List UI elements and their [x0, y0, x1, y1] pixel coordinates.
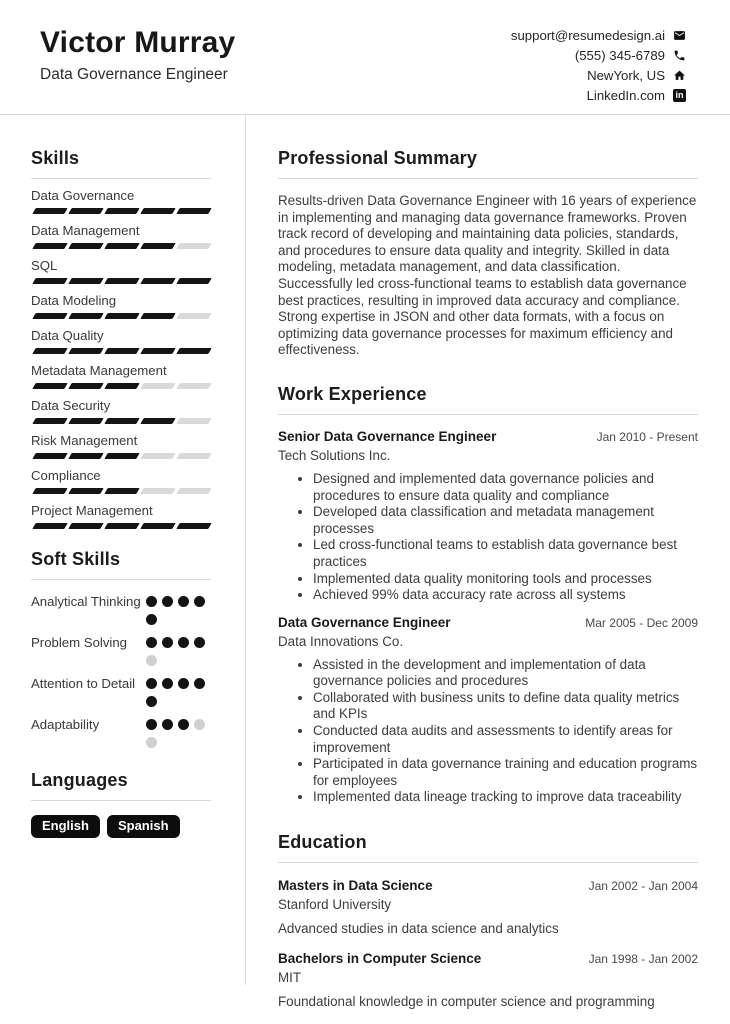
education-description: Advanced studies in data science and analytics [278, 921, 559, 937]
section-rule [278, 414, 698, 415]
soft-skill-dots [146, 592, 211, 625]
skill-bar-segment [104, 278, 139, 284]
job-bullets [278, 471, 698, 604]
skill-bar-segment [140, 313, 175, 319]
skill-bar-segment [140, 418, 175, 424]
rating-dot [146, 678, 157, 689]
education-section [278, 832, 698, 1009]
skill-bar-segment [104, 418, 139, 424]
person-name: Victor Murray [40, 26, 236, 59]
rating-dot [194, 637, 205, 648]
education-heading: Education [278, 832, 367, 853]
skill-bar-segment [68, 243, 103, 249]
skill-bar-segment [32, 523, 67, 529]
rating-dot [194, 678, 205, 689]
job-bullet: • Designed and implemented data governance policies and procedures to ensure data quality and compliance [313, 471, 698, 504]
education-title-row [278, 950, 698, 967]
summary-heading: Professional Summary [278, 148, 478, 168]
skill-level-bar [31, 523, 211, 529]
education-entry [278, 950, 698, 1009]
skill-label: Risk Management [31, 433, 138, 448]
rating-dot [162, 596, 173, 607]
home-icon [673, 69, 686, 82]
skill-item [31, 223, 211, 249]
skill-bar-segment [104, 453, 139, 459]
skill-bar-segment [104, 243, 139, 249]
skill-level-bar [31, 313, 211, 319]
skill-item [31, 398, 211, 424]
skill-bar-segment [104, 488, 139, 494]
skill-bar-segment [140, 453, 175, 459]
soft-skills-section [31, 549, 211, 748]
job-title: Senior Data Governance Engineer [278, 428, 497, 444]
summary-text: Results-driven Data Governance Engineer with 16 years of experience in implementing and managing data governance frameworks. Proven track record of developing and maintaining data policies, standards, and procedures to ensure data quality and integrity. Skilled in data modeling, metadata management, and data classification. Successfully led cross-functional teams to establish data governance best practices, resulting in improved data accuracy and compliance. Strong expertise in JSON and other data formats, with a focus on optimizing data governance processes for maximum efficiency and effectiveness. [278, 193, 697, 358]
job-bullet: • Led cross-functional teams to establish data governance best practices [313, 537, 698, 570]
skill-bar-segment [140, 243, 175, 249]
skill-bar-segment [68, 488, 103, 494]
skill-bar-segment [140, 523, 175, 529]
skill-bar-segment [176, 488, 211, 494]
skill-bar-segment [32, 383, 67, 389]
rating-dot [146, 596, 157, 607]
education-list [278, 877, 698, 1009]
skill-bar-segment [176, 418, 211, 424]
skill-level-bar [31, 488, 211, 494]
rating-dot [178, 596, 189, 607]
contact-row [511, 25, 686, 45]
soft-skill-label: Adaptability [31, 717, 100, 732]
soft-skill-dots [146, 633, 211, 666]
job-entry [278, 614, 698, 806]
education-description: Foundational knowledge in computer science and programming [278, 994, 655, 1010]
skill-level-bar [31, 348, 211, 354]
job-company: Tech Solutions Inc. [278, 447, 391, 463]
jobs-list [278, 428, 698, 806]
job-bullets [278, 657, 698, 806]
contact-block [511, 0, 730, 114]
skill-item [31, 258, 211, 284]
education-school: MIT [278, 970, 302, 986]
education-degree: Masters in Data Science [278, 878, 433, 894]
job-bullet: • Collaborated with business units to define data quality metrics and KPIs [313, 690, 698, 723]
skills-section [31, 148, 211, 529]
job-entry [278, 428, 698, 604]
skill-bar-segment [176, 208, 211, 214]
languages-section [31, 770, 211, 838]
skill-level-bar [31, 418, 211, 424]
skill-label: Compliance [31, 468, 101, 483]
skill-bar-segment [68, 348, 103, 354]
skill-label: Data Governance [31, 188, 135, 203]
education-school: Stanford University [278, 897, 392, 913]
skills-list [31, 188, 211, 529]
job-bullet: • Developed data classification and metadata management processes [313, 504, 698, 537]
work-section [278, 384, 698, 806]
contact-text: LinkedIn.com [586, 87, 665, 103]
skill-bar-segment [32, 278, 67, 284]
job-bullet: • Implemented data quality monitoring tools and processes [313, 571, 698, 588]
soft-skill-dots [146, 674, 211, 707]
languages-heading: Languages [31, 770, 128, 790]
soft-skill-dots [146, 715, 211, 748]
skill-bar-segment [32, 348, 67, 354]
skill-bar-segment [176, 523, 211, 529]
skill-item [31, 293, 211, 319]
skill-bar-segment [140, 488, 175, 494]
skill-item [31, 468, 211, 494]
email-icon [673, 29, 686, 42]
rating-dot [146, 637, 157, 648]
education-dates: Jan 2002 - Jan 2004 [588, 879, 698, 894]
rating-dot [162, 678, 173, 689]
contact-row [511, 45, 686, 65]
job-bullet: • Conducted data audits and assessments to identify areas for improvement [313, 723, 698, 756]
rating-dot [146, 655, 157, 666]
skill-bar-segment [176, 278, 211, 284]
section-rule [31, 800, 211, 801]
rating-dot [146, 719, 157, 730]
section-rule [31, 579, 211, 580]
job-bullet: • Assisted in the development and implementation of data governance policies and procedures [313, 657, 698, 690]
job-bullet: • Implemented data lineage tracking to improve data traceability [313, 789, 698, 806]
person-job-title: Data Governance Engineer [40, 65, 228, 83]
skill-bar-segment [140, 278, 175, 284]
job-dates: Mar 2005 - Dec 2009 [585, 615, 698, 630]
contact-text: NewYork, US [587, 67, 665, 83]
skills-heading: Skills [31, 148, 80, 168]
education-title-row [278, 877, 698, 894]
skill-bar-segment [68, 383, 103, 389]
job-title: Data Governance Engineer [278, 614, 451, 630]
skill-level-bar [31, 383, 211, 389]
skill-bar-segment [176, 453, 211, 459]
main-column [246, 115, 730, 1010]
skill-bar-segment [68, 523, 103, 529]
content-columns [0, 115, 730, 1010]
rating-dot [194, 719, 205, 730]
skill-bar-segment [32, 208, 67, 214]
skill-bar-segment [140, 348, 175, 354]
skill-bar-segment [104, 208, 139, 214]
language-badge: English [31, 815, 100, 838]
phone-icon [673, 49, 686, 62]
job-title-row [278, 428, 698, 445]
skill-bar-segment [176, 383, 211, 389]
skill-bar-segment [104, 523, 139, 529]
linkedin-icon: in [673, 89, 686, 102]
skill-level-bar [31, 208, 211, 214]
skill-level-bar [31, 278, 211, 284]
identity-block [0, 0, 235, 114]
skill-bar-segment [176, 348, 211, 354]
summary-section [278, 148, 698, 359]
rating-dot [146, 696, 157, 707]
rating-dot [146, 614, 157, 625]
soft-skill-item [31, 592, 211, 625]
contact-text: (555) 345-6789 [574, 47, 665, 63]
soft-skill-label: Attention to Detail [31, 676, 136, 691]
education-entry [278, 877, 698, 936]
skill-bar-segment [32, 488, 67, 494]
skill-item [31, 503, 211, 529]
sidebar [0, 115, 246, 985]
education-dates: Jan 1998 - Jan 2002 [588, 952, 698, 967]
contact-row [511, 65, 686, 85]
skill-bar-segment [104, 313, 139, 319]
skill-bar-segment [104, 348, 139, 354]
rating-dot [178, 719, 189, 730]
skill-bar-segment [104, 383, 139, 389]
job-dates: Jan 2010 - Present [596, 429, 698, 444]
rating-dot [146, 737, 157, 748]
skill-level-bar [31, 453, 211, 459]
skill-item [31, 188, 211, 214]
rating-dot [194, 596, 205, 607]
skill-item [31, 433, 211, 459]
skill-bar-segment [68, 208, 103, 214]
skill-item [31, 363, 211, 389]
section-rule [31, 178, 211, 179]
soft-skill-label: Problem Solving [31, 635, 128, 650]
rating-dot [162, 719, 173, 730]
skill-bar-segment [32, 243, 67, 249]
work-heading: Work Experience [278, 383, 427, 404]
rating-dot [162, 637, 173, 648]
soft-skills-list [31, 592, 211, 748]
skill-bar-segment [140, 383, 175, 389]
job-title-row [278, 614, 698, 631]
skill-bar-segment [176, 313, 211, 319]
contact-text: support@resumedesign.ai [510, 27, 665, 43]
contact-row [511, 85, 686, 105]
education-degree: Bachelors in Computer Science [278, 951, 482, 967]
skill-label: Data Modeling [31, 293, 117, 308]
skill-bar-segment [68, 278, 103, 284]
skill-bar-segment [32, 453, 67, 459]
rating-dot [178, 678, 189, 689]
skill-label: SQL [31, 258, 58, 273]
skill-bar-segment [140, 208, 175, 214]
skill-label: Data Quality [31, 328, 104, 343]
language-badge: Spanish [107, 815, 180, 838]
job-company: Data Innovations Co. [278, 633, 404, 649]
job-bullet: • Achieved 99% data accuracy rate across all systems [313, 587, 698, 604]
skill-bar-segment [32, 418, 67, 424]
languages-list [31, 815, 211, 838]
skill-bar-segment [176, 243, 211, 249]
section-rule [278, 862, 698, 863]
skill-label: Metadata Management [31, 363, 167, 378]
skill-item [31, 328, 211, 354]
rating-dot [178, 637, 189, 648]
skill-label: Data Management [31, 223, 140, 238]
skill-label: Project Management [31, 503, 153, 518]
skill-level-bar [31, 243, 211, 249]
soft-skills-heading: Soft Skills [31, 549, 121, 569]
skill-bar-segment [68, 418, 103, 424]
soft-skill-item [31, 715, 211, 748]
job-bullet: • Participated in data governance training and education programs for employees [313, 756, 698, 789]
soft-skill-item [31, 633, 211, 666]
skill-bar-segment [68, 313, 103, 319]
skill-bar-segment [68, 453, 103, 459]
section-rule [278, 178, 698, 179]
soft-skill-item [31, 674, 211, 707]
skill-bar-segment [32, 313, 67, 319]
skill-label: Data Security [31, 398, 111, 413]
resume-header [0, 0, 730, 115]
soft-skill-label: Analytical Thinking [31, 594, 141, 609]
